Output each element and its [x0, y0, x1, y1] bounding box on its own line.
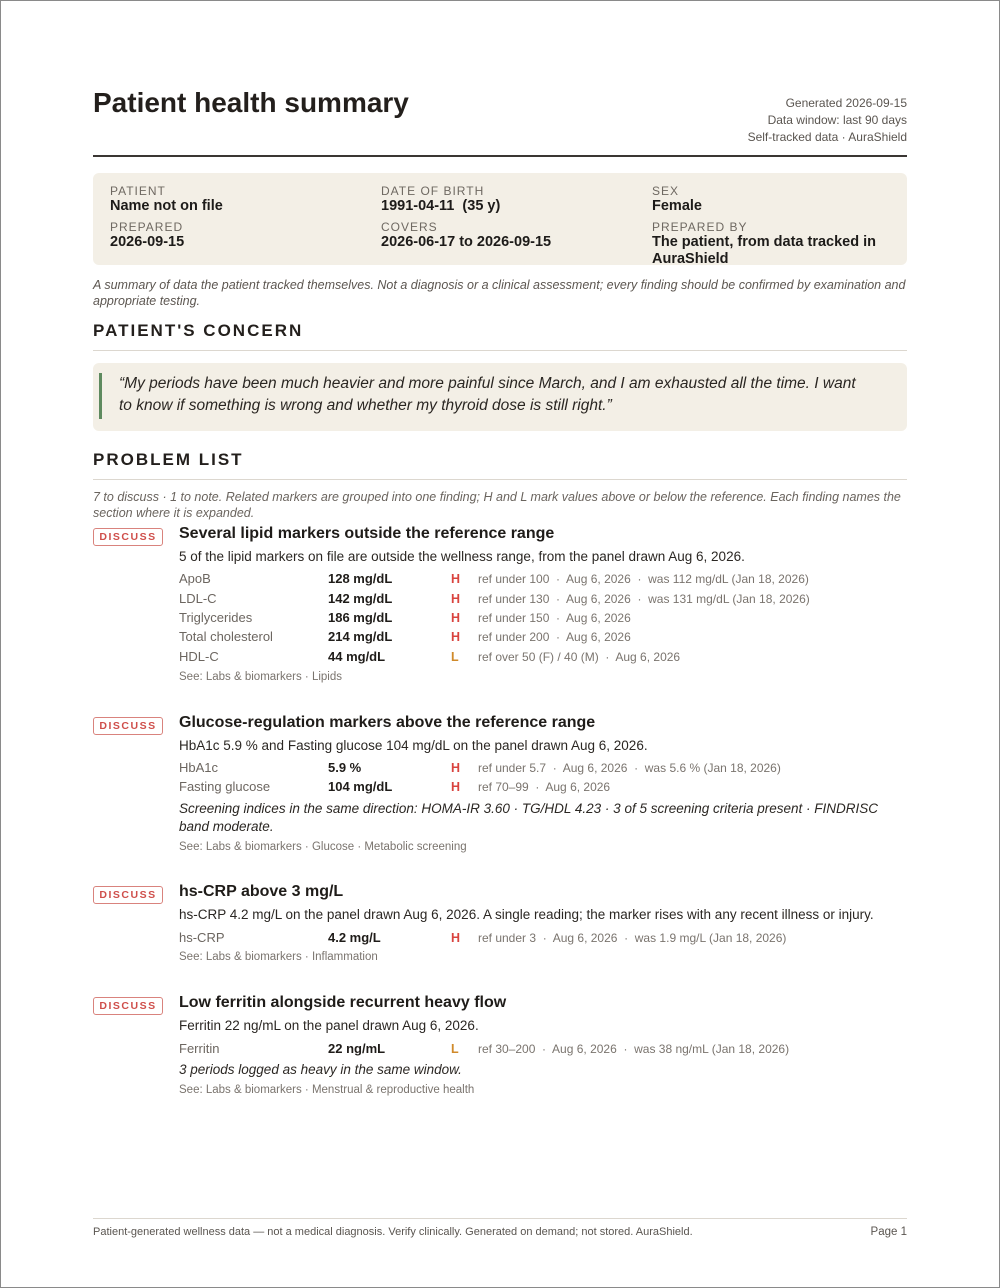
- marker-name: Triglycerides: [179, 610, 253, 625]
- finding-hs-crp: [93, 883, 907, 968]
- patient-label: PATIENT: [110, 184, 166, 198]
- dob-value: 1991-04-11 (35 y): [381, 198, 501, 214]
- marker-name: Total cholesterol: [179, 629, 273, 644]
- marker-value: 4.2 mg/L: [328, 930, 381, 945]
- marker-reference: ref under 200 · Aug 6, 2026: [478, 630, 631, 644]
- marker-value: 128 mg/dL: [328, 571, 393, 586]
- finding-see-also: See: Labs & biomarkers · Glucose · Metabolic screening: [179, 841, 467, 853]
- finding-glucose: [93, 714, 907, 859]
- marker-reference: ref 70–99 · Aug 6, 2026: [478, 780, 611, 794]
- marker-reference: ref under 100 · Aug 6, 2026 · was 112 mg/dL (Jan 18, 2026): [478, 572, 809, 586]
- finding-title: Glucose-regulation markers above the reference range: [179, 714, 596, 731]
- marker-row: [179, 589, 907, 609]
- marker-flag: H: [451, 572, 461, 586]
- prepared-value: 2026-09-15: [110, 234, 185, 250]
- concern-heading: PATIENT'S CONCERN: [93, 321, 907, 351]
- marker-name: Fasting glucose: [179, 779, 271, 794]
- finding-summary: 5 of the lipid markers on file are outside the wellness range, from the panel drawn Aug 6, 2026.: [179, 549, 745, 564]
- marker-row: [179, 647, 907, 667]
- marker-value: 5.9 %: [328, 760, 362, 775]
- discuss-badge: DISCUSS: [93, 997, 163, 1015]
- prepared-label: PREPARED: [110, 220, 184, 234]
- marker-reference: ref under 130 · Aug 6, 2026 · was 131 mg/dL (Jan 18, 2026): [478, 592, 810, 606]
- finding-summary: hs-CRP 4.2 mg/L on the panel drawn Aug 6, 2026. A single reading; the marker rises with any recent illness or injury.: [179, 907, 874, 922]
- finding-title: Several lipid markers outside the reference range: [179, 525, 555, 542]
- marker-row: [179, 928, 907, 948]
- info-column-dates: [381, 184, 641, 256]
- marker-flag: H: [451, 780, 461, 794]
- footer-disclaimer: Patient-generated wellness data — not a medical diagnosis. Verify clinically. Generated on demand; not stored. AuraShield.: [93, 1226, 693, 1238]
- quote-accent-bar: [99, 373, 102, 419]
- marker-value: 186 mg/dL: [328, 610, 393, 625]
- marker-flag: L: [451, 650, 459, 664]
- finding-title: Low ferritin alongside recurrent heavy flow: [179, 994, 507, 1011]
- dob-label: DATE OF BIRTH: [381, 184, 485, 198]
- page-number: Page 1: [870, 1226, 907, 1238]
- finding-see-also: See: Labs & biomarkers · Inflammation: [179, 951, 378, 963]
- marker-reference: ref under 5.7 · Aug 6, 2026 · was 5.6 % (Jan 18, 2026): [478, 761, 781, 775]
- footer-divider: [93, 1218, 907, 1219]
- marker-value: 214 mg/dL: [328, 629, 393, 644]
- info-column-sex: [652, 184, 892, 273]
- data-source: Self-tracked data · AuraShield: [747, 130, 907, 144]
- marker-name: ApoB: [179, 571, 211, 586]
- marker-reference: ref under 3 · Aug 6, 2026 · was 1.9 mg/L (Jan 18, 2026): [478, 931, 787, 945]
- marker-reference: ref 30–200 · Aug 6, 2026 · was 38 ng/mL (Jan 18, 2026): [478, 1042, 790, 1056]
- marker-flag: L: [451, 1042, 459, 1056]
- marker-name: LDL-C: [179, 591, 217, 606]
- marker-name: HDL-C: [179, 649, 219, 664]
- concern-quote: “My periods have been much heavier and more painful since March, and I am exhausted all the time. I want to know if something is wrong and whether my thyroid dose is still right.”: [119, 375, 856, 414]
- concern-quote-box: [93, 363, 907, 431]
- finding-title: hs-CRP above 3 mg/L: [179, 883, 344, 900]
- marker-reference: ref over 50 (F) / 40 (M) · Aug 6, 2026: [478, 650, 681, 664]
- disclaimer: A summary of data the patient tracked themselves. Not a diagnosis or a clinical assessment; every finding should be confirmed by examination and appropriate testing.: [93, 278, 906, 308]
- sex-label: SEX: [652, 184, 680, 198]
- problem-list-heading: PROBLEM LIST: [93, 450, 907, 480]
- finding-ferritin: [93, 994, 907, 1104]
- header-divider: [93, 155, 907, 157]
- generated-date: Generated 2026-09-15: [785, 96, 907, 110]
- marker-value: 44 mg/dL: [328, 649, 386, 664]
- problem-list-intro: 7 to discuss · 1 to note. Related markers are grouped into one finding; H and L mark values above or below the reference. Each finding names the section where it is expanded.: [93, 490, 901, 520]
- marker-row: [179, 627, 907, 647]
- marker-row: [179, 608, 907, 628]
- sex-value: Female: [652, 198, 702, 214]
- marker-flag: H: [451, 931, 461, 945]
- marker-flag: H: [451, 630, 461, 644]
- marker-row: [179, 758, 907, 778]
- covers-label: COVERS: [381, 220, 438, 234]
- finding-see-also: See: Labs & biomarkers · Menstrual & reproductive health: [179, 1084, 475, 1096]
- page-title: Patient health summary: [93, 87, 409, 118]
- data-window: Data window: last 90 days: [767, 113, 907, 127]
- finding-summary: Ferritin 22 ng/mL on the panel drawn Aug 6, 2026.: [179, 1018, 479, 1033]
- finding-summary: HbA1c 5.9 % and Fasting glucose 104 mg/dL on the panel drawn Aug 6, 2026.: [179, 738, 648, 753]
- marker-row: [179, 777, 907, 797]
- discuss-badge: DISCUSS: [93, 717, 163, 735]
- patient-info-panel: [93, 173, 907, 265]
- marker-flag: H: [451, 611, 461, 625]
- marker-name: Ferritin: [179, 1041, 220, 1056]
- info-column-patient: [110, 184, 370, 256]
- marker-name: hs-CRP: [179, 930, 225, 945]
- marker-row: [179, 1039, 907, 1059]
- discuss-badge: DISCUSS: [93, 886, 163, 904]
- report-meta: [748, 95, 907, 146]
- marker-flag: H: [451, 592, 461, 606]
- marker-flag: H: [451, 761, 461, 775]
- discuss-badge: DISCUSS: [93, 528, 163, 546]
- marker-value: 104 mg/dL: [328, 779, 393, 794]
- patient-value: Name not on file: [110, 198, 223, 214]
- finding-lipids: [93, 525, 907, 685]
- prepared-by-value: The patient, from data tracked in AuraShield: [652, 234, 876, 267]
- marker-reference: ref under 150 · Aug 6, 2026: [478, 611, 631, 625]
- finding-see-also: See: Labs & biomarkers · Lipids: [179, 671, 342, 683]
- finding-note: Screening indices in the same direction: HOMA-IR 3.60 · TG/HDL 4.23 · 3 of 5 screening criteria present · FINDRISC band moderate.: [179, 801, 879, 834]
- marker-value: 22 ng/mL: [328, 1041, 386, 1056]
- prepared-by-label: PREPARED BY: [652, 220, 748, 234]
- marker-value: 142 mg/dL: [328, 591, 393, 606]
- marker-row: [179, 569, 907, 589]
- marker-name: HbA1c: [179, 760, 219, 775]
- finding-note: 3 periods logged as heavy in the same window.: [179, 1062, 462, 1077]
- covers-value: 2026-06-17 to 2026-09-15: [381, 234, 552, 250]
